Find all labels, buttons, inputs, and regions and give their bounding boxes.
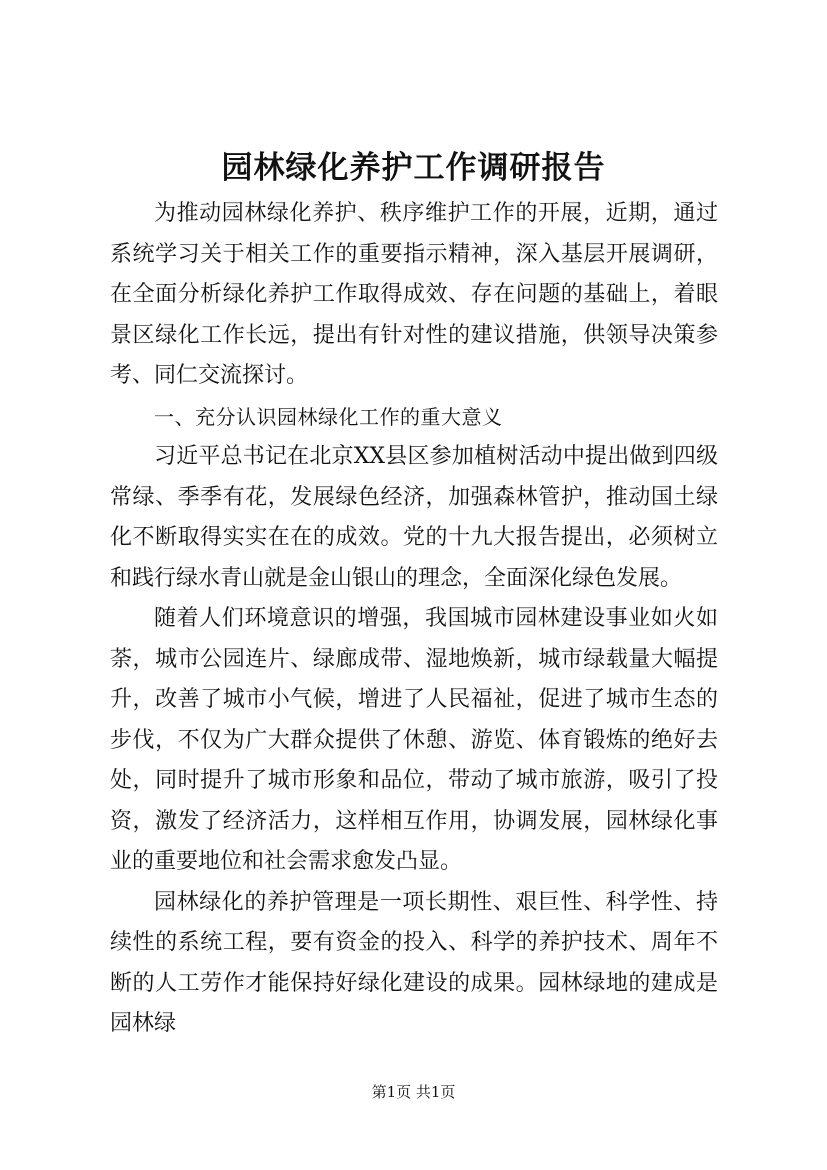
document-title: 园林绿化养护工作调研报告 xyxy=(221,150,606,186)
section-heading: 一、充分认识园林绿化工作的重大意义 xyxy=(154,404,503,429)
body-paragraph: 园林绿化的养护管理是一项长期性、艰巨性、科学性、持续性的系统工程，要有资金的投入、科学的养护技术、周年不断的人工劳作才能保持好绿化建设的成果。园林绿地的建成是园林绿 xyxy=(110,889,718,1036)
body-paragraph: 随着人们环境意识的增强，我国城市园林建设事业如火如荼，城市公园连片、绿廊成带、湿地焕新，城市绿载量大幅提升，改善了城市小气候，增进了人民福祉，促进了城市生态的步伐，不仅为广大群众提供了休憩、游览、体育锻炼的绝好去处，同时提升了城市形象和品位，带动了城市旅游，吸引了投资，激发了经济活力，这样相互作用，协调发展，园林绿化事业的重要地位和社会需求愈发凸显。 xyxy=(110,606,718,874)
intro-paragraph: 为推动园林绿化养护、秩序维护工作的开展，近期，通过系统学习关于相关工作的重要指示精神，深入基层开展调研，在全面分析绿化养护工作取得成效、存在问题的基础上，着眼景区绿化工作长远，提出有针对性的建议措施，供领导决策参考、同仁交流探讨。 xyxy=(110,201,718,388)
page-footer xyxy=(0,1082,827,1102)
document-body xyxy=(110,194,718,1045)
body-paragraph: 习近平总书记在北京XX县区参加植树活动中提出做到四级常绿、季季有花，发展绿色经济，加强森林管护，推动国土绿化不断取得实实在在的成效。党的十九大报告提出，必须树立和践行绿水青山就是金山银山的理念，全面深化绿色发展。 xyxy=(110,444,718,591)
page-number-label: 第1页 共1页 xyxy=(371,1083,456,1101)
